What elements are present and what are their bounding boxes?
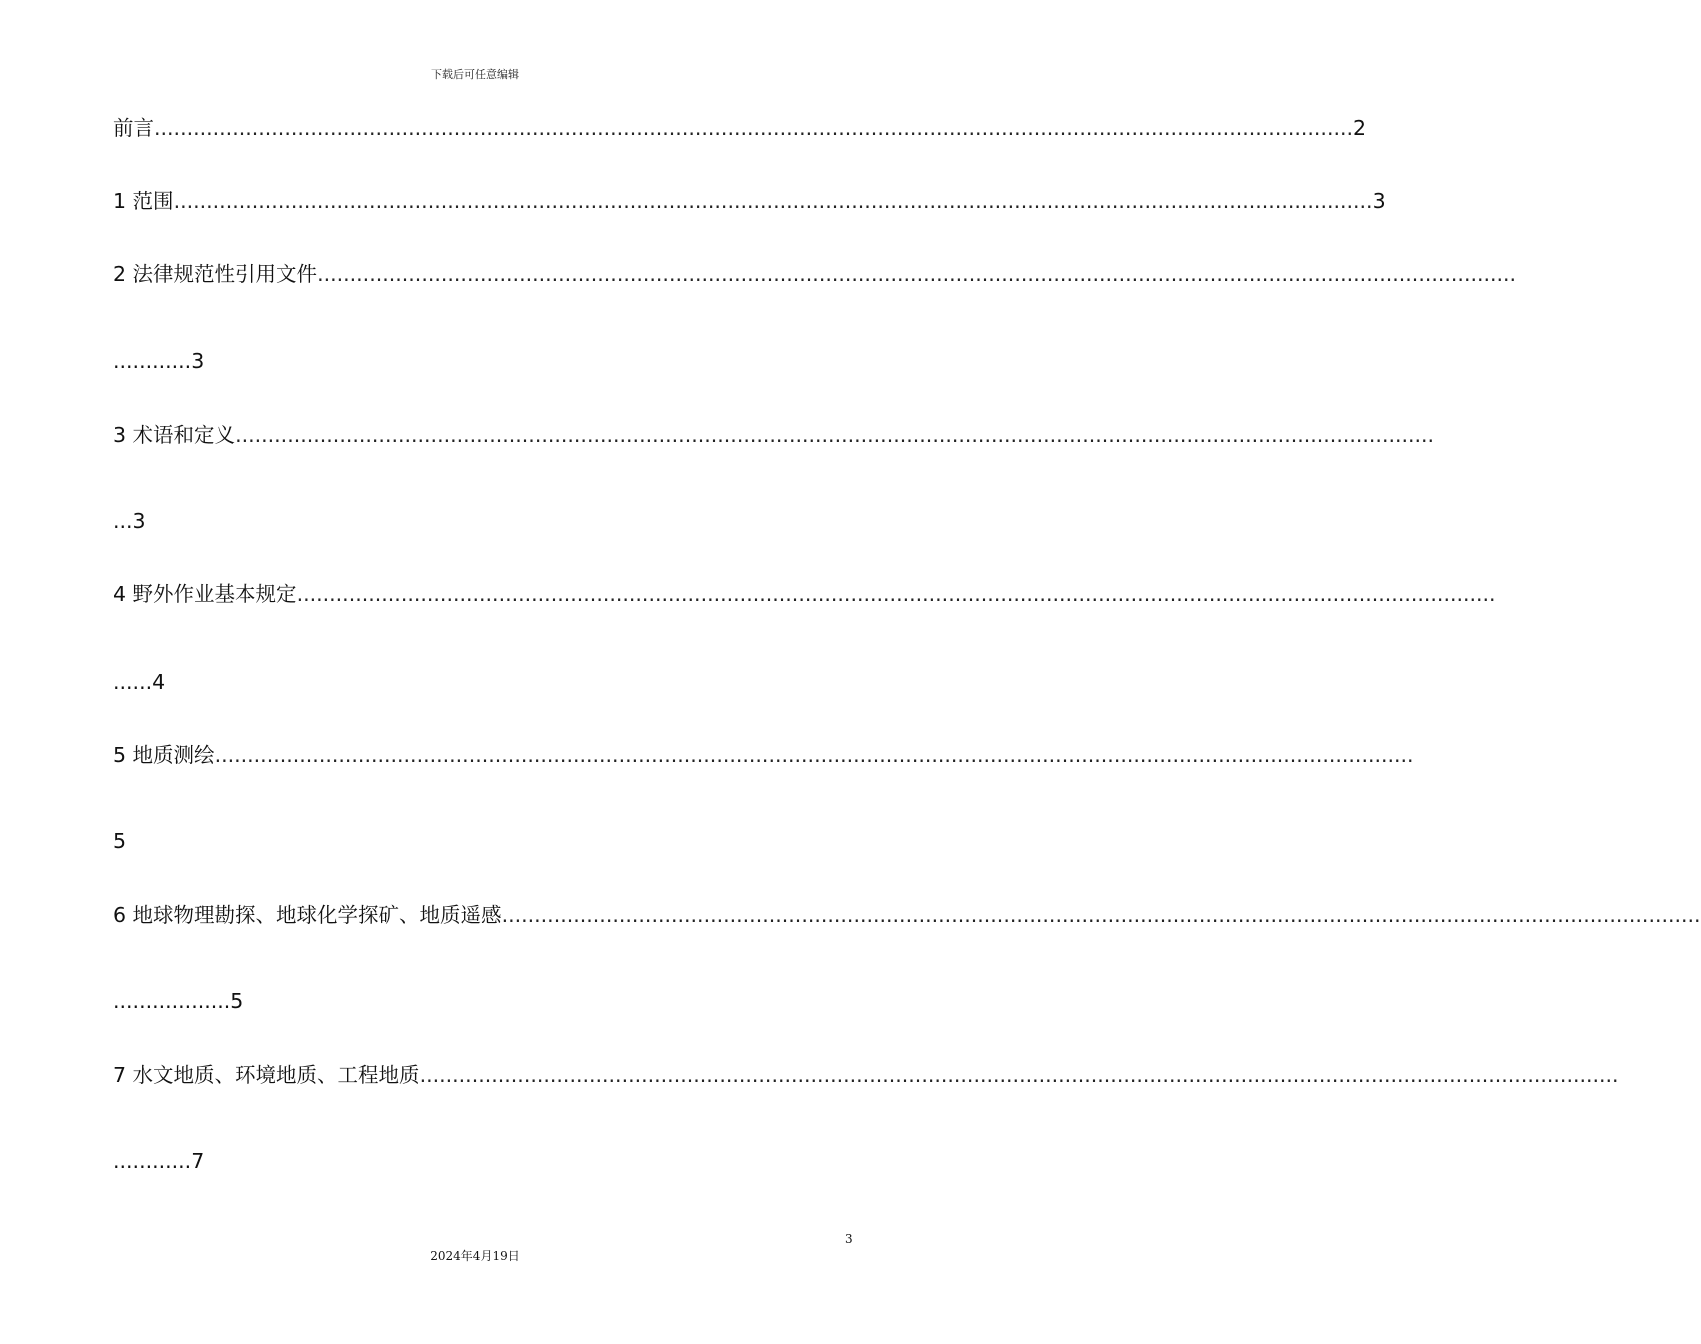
toc-entry-label: 5 地质测绘 (113, 743, 215, 767)
toc-entry-continuation: ............3 (113, 349, 205, 373)
toc-entry[interactable] (113, 260, 1517, 288)
toc-entry[interactable] (113, 114, 1367, 142)
toc-leader-dots: ........................................................................................................................................................................................ (235, 423, 1435, 447)
toc-entry-label: 4 野外作业基本规定 (113, 582, 297, 606)
toc-leader-dots: ........................................................................................................................................................................................ (173, 189, 1373, 213)
toc-entry-continuation: ...3 (113, 509, 146, 533)
toc-entry[interactable] (113, 901, 1701, 929)
toc-entry-page: 3 (1372, 189, 1386, 213)
toc-leader-dots: ........................................................................................................................................................................................ (154, 116, 1354, 140)
page-number: 3 (845, 1232, 853, 1246)
page-header: 下载后可任意编辑 (431, 68, 519, 81)
toc-leader-dots: ........................................................................................................................................................................................ (296, 582, 1496, 606)
toc-entry[interactable] (113, 580, 1496, 608)
toc-leader-dots: ........................................................................................................................................................................................ (501, 903, 1701, 927)
toc-entry-page: 2 (1353, 116, 1367, 140)
toc-entry[interactable] (113, 1061, 1619, 1089)
toc-entry-continuation: 5 (113, 829, 127, 853)
toc-entry-label: 1 范围 (113, 189, 174, 213)
toc-leader-dots: ........................................................................................................................................................................................ (214, 743, 1414, 767)
toc-entry[interactable] (113, 421, 1435, 449)
toc-entry-label: 6 地球物理勘探、地球化学探矿、地质遥感 (113, 903, 502, 927)
page-footer-date: 2024年4月19日 (430, 1249, 520, 1263)
toc-entry-label: 3 术语和定义 (113, 423, 236, 447)
toc-entry-label: 前言 (113, 116, 154, 140)
toc-entry-continuation: ............7 (113, 1149, 205, 1173)
toc-entry-label: 7 水文地质、环境地质、工程地质 (113, 1063, 420, 1087)
toc-entry[interactable] (113, 187, 1386, 215)
toc-entry[interactable] (113, 741, 1414, 769)
toc-entry-continuation: ..................5 (113, 989, 244, 1013)
toc-leader-dots: ........................................................................................................................................................................................ (317, 262, 1517, 286)
toc-entry-label: 2 法律规范性引用文件 (113, 262, 318, 286)
toc-entry-continuation: ......4 (113, 670, 166, 694)
toc-leader-dots: ........................................................................................................................................................................................ (419, 1063, 1619, 1087)
